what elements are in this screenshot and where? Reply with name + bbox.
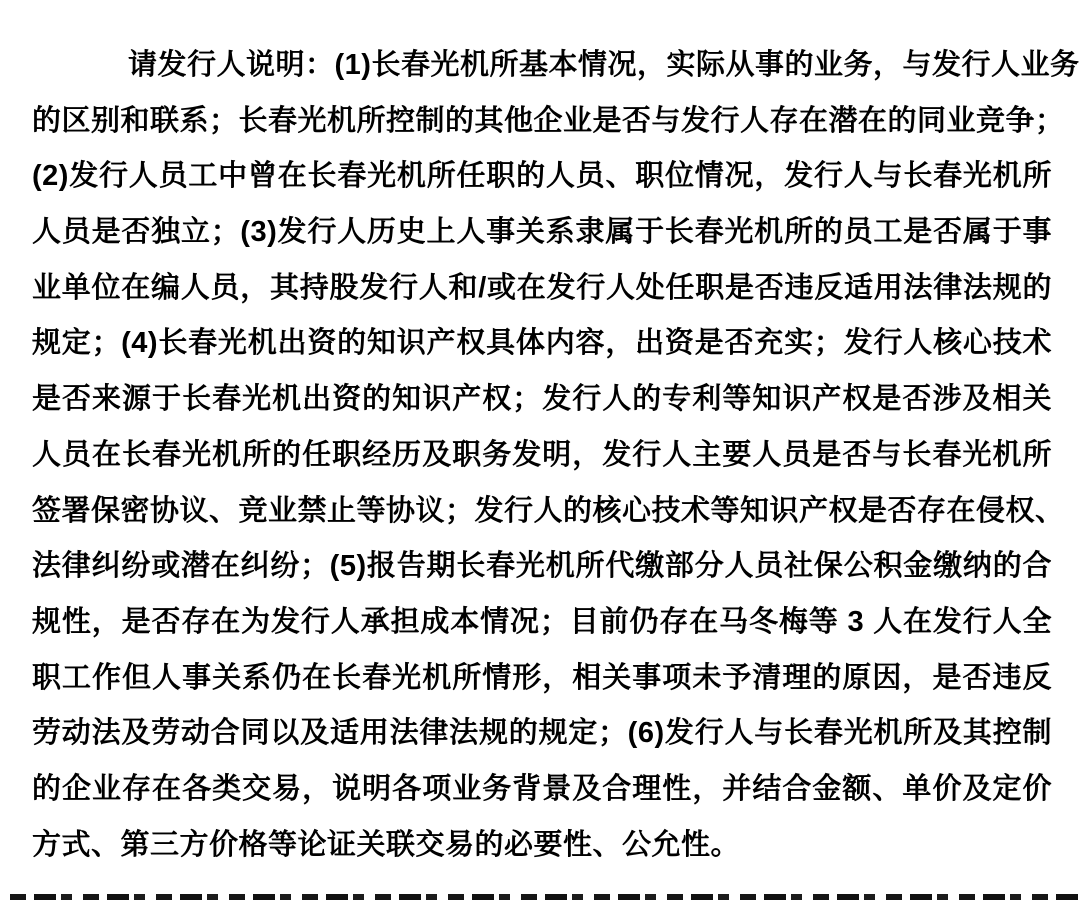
paragraph-line-8: 人员在长春光机所的任职经历及职务发明，发行人主要人员是否与长春光机所 xyxy=(32,438,1052,471)
paragraph-line-9: 签署保密协议、竞业禁止等协议；发行人的核心技术等知识产权是否存在侵权、 xyxy=(32,494,1065,527)
paragraph-line-15: 方式、第三方价格等论证关联交易的必要性、公允性。 xyxy=(32,828,741,861)
paragraph-line-13: 劳动法及劳动合同以及适用法律法规的规定；(6)发行人与长春光机所及其控制 xyxy=(32,717,1052,750)
paragraph-line-1: 请发行人说明：(1)长春光机所基本情况，实际从事的业务，与发行人业务 xyxy=(128,49,1080,81)
paragraph-line-10: 法律纠纷或潜在纠纷；(5)报告期长春光机所代缴部分人员社保公积金缴纳的合 xyxy=(32,550,1052,583)
cropped-next-line xyxy=(10,894,1082,900)
paragraph-line-12: 职工作但人事关系仍在长春光机所情形，相关事项未予清理的原因，是否违反 xyxy=(32,661,1052,694)
inquiry-paragraph xyxy=(32,38,1080,873)
paragraph-line-14: 的企业存在各类交易，说明各项业务背景及合理性，并结合金额、单价及定价 xyxy=(32,772,1052,805)
paragraph-line-3: (2)发行人员工中曾在长春光机所任职的人员、职位情况，发行人与长春光机所 xyxy=(32,160,1052,193)
paragraph-line-2: 的区别和联系；长春光机所控制的其他企业是否与发行人存在潜在的同业竞争； xyxy=(32,104,1065,137)
paragraph-line-5: 业单位在编人员，其持股发行人和/或在发行人处任职是否违反适用法律法规的 xyxy=(32,271,1052,304)
paragraph-line-7: 是否来源于长春光机出资的知识产权；发行人的专利等知识产权是否涉及相关 xyxy=(32,383,1052,416)
paragraph-line-11: 规性，是否存在为发行人承担成本情况；目前仍存在马冬梅等 3 人在发行人全 xyxy=(32,605,1052,638)
paragraph-line-6: 规定；(4)长春光机出资的知识产权具体内容，出资是否充实；发行人核心技术 xyxy=(32,327,1052,360)
paragraph-line-4: 人员是否独立；(3)发行人历史上人事关系隶属于长春光机所的员工是否属于事 xyxy=(32,216,1052,249)
